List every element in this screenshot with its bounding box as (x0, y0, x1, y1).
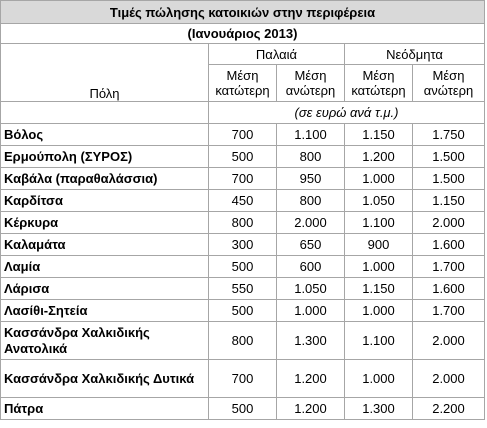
table-row (1, 398, 485, 420)
new-low-cell: 900 (345, 234, 413, 256)
new-low-cell: 1.000 (345, 168, 413, 190)
header-line: κατώτερη (351, 83, 406, 98)
old-low-cell: 700 (209, 124, 277, 146)
group-old-header: Παλαιά (209, 44, 345, 65)
new-high-cell: 2.200 (413, 398, 485, 420)
city-cell: Ερμούπολη (ΣΥΡΟΣ) (1, 146, 209, 168)
city-cell: Καρδίτσα (1, 190, 209, 212)
table-subtitle: (Ιανουάριος 2013) (1, 24, 485, 44)
old-high-cell: 1.200 (277, 360, 345, 398)
city-cell: Πάτρα (1, 398, 209, 420)
old-low-cell: 700 (209, 168, 277, 190)
old-low-cell: 800 (209, 212, 277, 234)
old-high-cell: 950 (277, 168, 345, 190)
city-column-header: Πόλη (1, 44, 209, 102)
old-high-cell: 1.050 (277, 278, 345, 300)
new-high-header (413, 65, 485, 102)
table-title: Τιμές πώλησης κατοικιών στην περιφέρεια (1, 1, 485, 24)
city-cell: Βόλος (1, 124, 209, 146)
new-low-cell: 1.000 (345, 360, 413, 398)
header-line: Μέση (226, 68, 259, 83)
old-high-cell: 600 (277, 256, 345, 278)
old-low-cell: 800 (209, 322, 277, 360)
new-low-cell: 1.150 (345, 124, 413, 146)
table-row (1, 300, 485, 322)
table-row (1, 190, 485, 212)
new-high-cell: 2.000 (413, 212, 485, 234)
group-header-row (1, 44, 485, 65)
city-cell: Λαμία (1, 256, 209, 278)
city-cell: Καβάλα (παραθαλάσσια) (1, 168, 209, 190)
table-row (1, 168, 485, 190)
group-new-header: Νεόδμητα (345, 44, 485, 65)
old-high-cell: 650 (277, 234, 345, 256)
city-cell: Κασσάνδρα Χαλκιδικής Δυτικά (1, 360, 209, 398)
header-line: ανώτερη (285, 83, 336, 98)
new-low-header (345, 65, 413, 102)
old-low-cell: 500 (209, 300, 277, 322)
unit-row (1, 102, 485, 124)
old-low-cell: 500 (209, 146, 277, 168)
old-high-cell: 2.000 (277, 212, 345, 234)
new-high-cell: 1.600 (413, 234, 485, 256)
old-high-cell: 1.100 (277, 124, 345, 146)
new-low-cell: 1.100 (345, 322, 413, 360)
old-low-cell: 300 (209, 234, 277, 256)
header-line: ανώτερη (423, 83, 474, 98)
table-row (1, 322, 485, 360)
old-high-cell: 800 (277, 146, 345, 168)
new-high-cell: 1.700 (413, 256, 485, 278)
table-row (1, 256, 485, 278)
old-high-cell: 1.300 (277, 322, 345, 360)
new-low-cell: 1.150 (345, 278, 413, 300)
new-low-cell: 1.000 (345, 300, 413, 322)
old-high-cell: 1.000 (277, 300, 345, 322)
new-high-cell: 1.700 (413, 300, 485, 322)
subtitle-row (1, 24, 485, 44)
new-high-cell: 2.000 (413, 360, 485, 398)
city-cell: Κασσάνδρα Χαλκιδικής Ανατολικά (1, 322, 209, 360)
header-line: Μέση (432, 68, 465, 83)
new-low-cell: 1.300 (345, 398, 413, 420)
table-row (1, 146, 485, 168)
new-high-cell: 2.000 (413, 322, 485, 360)
table-row (1, 234, 485, 256)
new-high-cell: 1.150 (413, 190, 485, 212)
city-cell: Λάρισα (1, 278, 209, 300)
new-high-cell: 1.600 (413, 278, 485, 300)
new-low-cell: 1.000 (345, 256, 413, 278)
city-cell: Κέρκυρα (1, 212, 209, 234)
table-row (1, 278, 485, 300)
new-high-cell: 1.500 (413, 168, 485, 190)
old-high-header (277, 65, 345, 102)
old-low-cell: 500 (209, 256, 277, 278)
city-cell: Λασίθι-Σητεία (1, 300, 209, 322)
unit-note: (σε ευρώ ανά τ.μ.) (209, 102, 485, 124)
table-row (1, 212, 485, 234)
old-low-cell: 550 (209, 278, 277, 300)
old-low-cell: 700 (209, 360, 277, 398)
header-line: Μέση (362, 68, 395, 83)
new-low-cell: 1.200 (345, 146, 413, 168)
old-low-header (209, 65, 277, 102)
new-low-cell: 1.100 (345, 212, 413, 234)
new-high-cell: 1.500 (413, 146, 485, 168)
unit-spacer (1, 102, 209, 124)
old-low-cell: 450 (209, 190, 277, 212)
old-low-cell: 500 (209, 398, 277, 420)
table-row (1, 124, 485, 146)
header-line: κατώτερη (215, 83, 270, 98)
header-line: Μέση (294, 68, 327, 83)
old-high-cell: 800 (277, 190, 345, 212)
table-row (1, 360, 485, 398)
new-high-cell: 1.750 (413, 124, 485, 146)
new-low-cell: 1.050 (345, 190, 413, 212)
city-cell: Καλαμάτα (1, 234, 209, 256)
title-row (1, 1, 485, 24)
old-high-cell: 1.200 (277, 398, 345, 420)
